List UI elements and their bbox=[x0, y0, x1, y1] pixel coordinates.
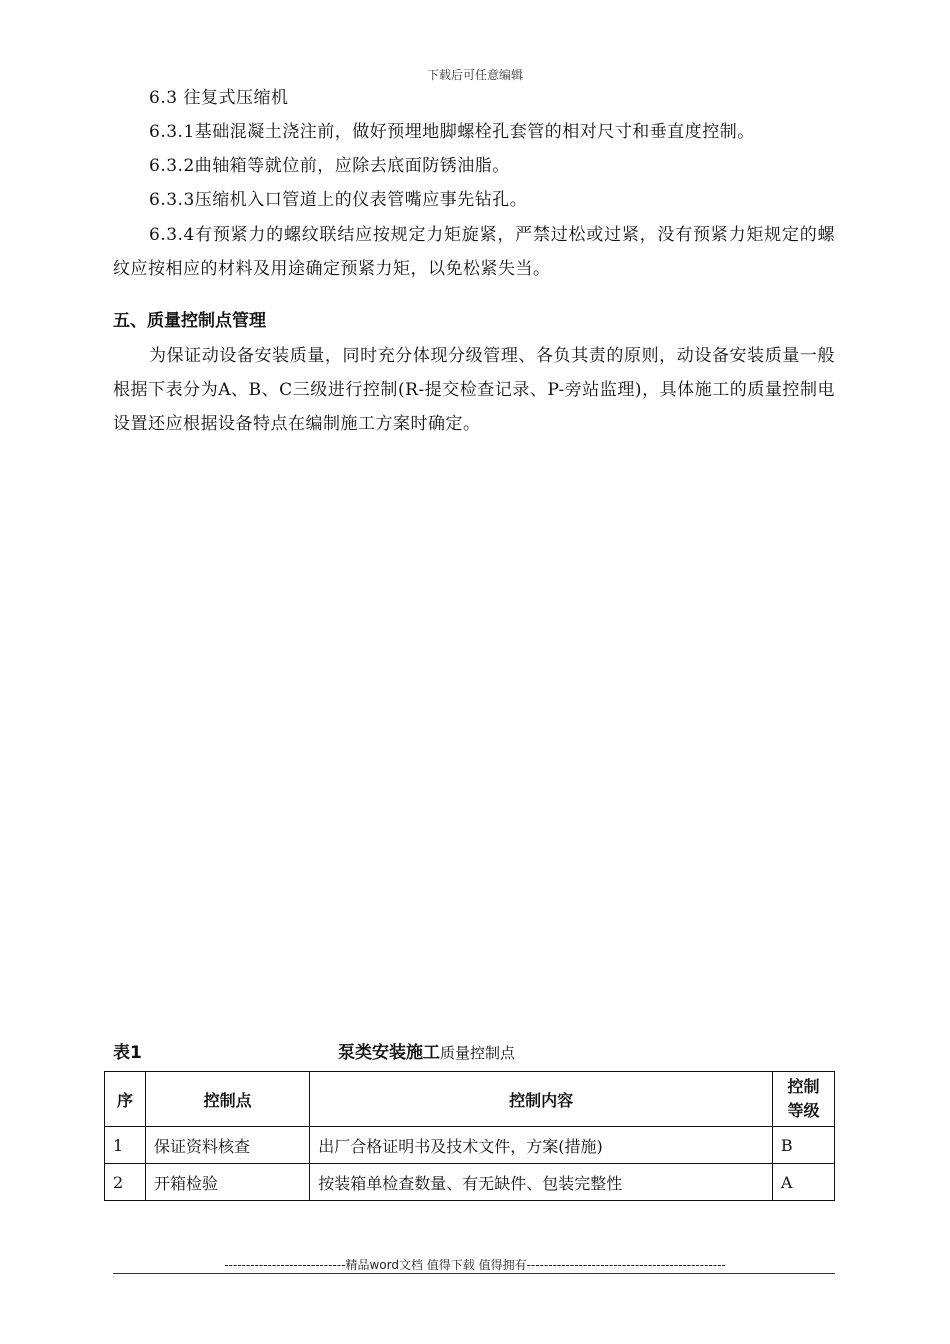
table-title-normal: 质量控制点 bbox=[440, 1044, 516, 1062]
header-point: 控制点 bbox=[146, 1072, 310, 1127]
header-grade-line2: 等级 bbox=[787, 1101, 820, 1120]
header-content: 控制内容 bbox=[310, 1072, 773, 1127]
header-grade bbox=[772, 1072, 834, 1127]
header-seq: 序 bbox=[105, 1072, 146, 1127]
cell-point: 保证资料核查 bbox=[146, 1127, 310, 1164]
table-row bbox=[105, 1164, 835, 1201]
item-6-3-2: 6.3.2曲轴箱等就位前，应除去底面防锈油脂。 bbox=[149, 156, 510, 176]
table-title-bold: 泵类安装施工 bbox=[338, 1043, 440, 1063]
cell-grade: B bbox=[772, 1127, 834, 1164]
quality-control-table bbox=[104, 1071, 835, 1201]
table-label: 表1 bbox=[113, 1043, 142, 1063]
section-title-text: 6.3 往复式压缩机 bbox=[149, 88, 289, 108]
section-6-3-title bbox=[113, 81, 835, 115]
cell-point: 开箱检验 bbox=[146, 1164, 310, 1201]
table-title bbox=[338, 1038, 515, 1063]
item-6-3-4: 6.3.4有预紧力的螺纹联结应按规定力矩旋紧，严禁过松或过紧，没有预紧力矩规定的螺纹应按相应的材料及用途确定预紧力矩，以免松紧失当。 bbox=[113, 225, 835, 279]
item-6-3-1: 6.3.1基础混凝土浇注前，做好预埋地脚螺栓孔套管的相对尺寸和垂直度控制。 bbox=[149, 122, 755, 142]
table-row bbox=[105, 1127, 835, 1164]
section-5-body: 为保证动设备安装质量，同时充分体现分级管理、各负其责的原则，动设备安装质量一般根据下表分为A、B、C三级进行控制(R-提交检查记录、P-旁站监理)，具体施工的质量控制电设置还应根据设备特点在编制施工方案时确定。 bbox=[113, 346, 835, 434]
cell-grade: A bbox=[772, 1164, 834, 1201]
cell-seq: 2 bbox=[105, 1164, 146, 1201]
header-note: 下载后可任意编辑 bbox=[426, 68, 523, 82]
footer-divider bbox=[113, 1273, 835, 1274]
table-caption bbox=[113, 1038, 835, 1064]
item-6-3-3: 6.3.3压缩机入口管道上的仪表管嘴应事先钻孔。 bbox=[149, 190, 528, 210]
cell-content: 出厂合格证明书及技术文件，方案(措施) bbox=[310, 1127, 773, 1164]
section-5-heading: 五、质量控制点管理 bbox=[113, 311, 266, 331]
header-grade-line1: 控制 bbox=[787, 1077, 820, 1096]
footer-text: ----------------------------精品word文档 值得下载 值得拥有---------------------------------------------- bbox=[224, 1258, 726, 1272]
cell-content: 按装箱单检查数量、有无缺件、包装完整性 bbox=[310, 1164, 773, 1201]
table-header-row bbox=[105, 1072, 835, 1127]
cell-seq: 1 bbox=[105, 1127, 146, 1164]
